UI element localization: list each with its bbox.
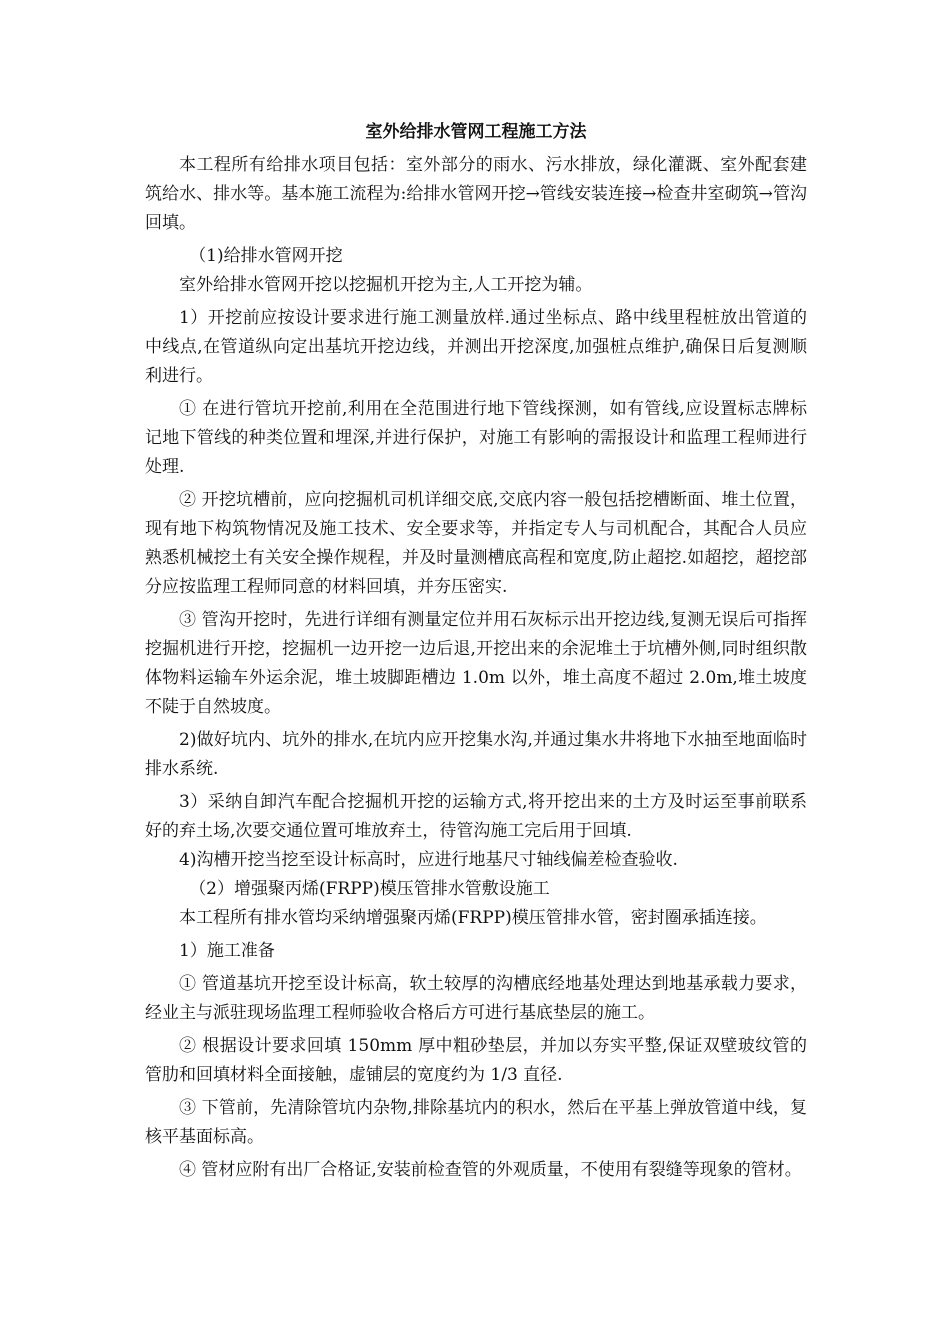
paragraph-intro: 本工程所有给排水项目包括：室外部分的雨水、污水排放，绿化灌溉、室外配套建筑给水、排水等。基本施工流程为:给排水管网开挖→管线安装连接→检查井室砌筑→管沟回填。 (145, 155, 807, 233)
paragraph: ② 根据设计要求回填 150mm 厚中粗砂垫层，并加以夯实平整,保证双壁玻纹管的管肋和回填材料全面接触，虚铺层的宽度约为 1/3 直径. (145, 1036, 807, 1085)
paragraph: ③ 管沟开挖时，先进行详细有测量定位并用石灰标示出开挖边线,复测无误后可指挥挖掘机进行开挖，挖掘机一边开挖一边后退,开挖出来的余泥堆土于坑槽外侧,同时组织散体物料运输车外运余泥，堆土坡脚距槽边 1.0m 以外，堆土高度不超过 2.0m,堆土坡度不陡于自然坡度。 (145, 610, 807, 717)
section-heading-frpp: （2）增强聚丙烯(FRPP)模压管排水管敷设施工 (189, 879, 550, 899)
paragraph: 室外给排水管网开挖以挖掘机开挖为主,人工开挖为辅。 (179, 275, 593, 295)
document-body (145, 118, 807, 1189)
paragraph: 2)做好坑内、坑外的排水,在坑内应开挖集水沟,并通过集水井将地下水抽至地面临时排水系统. (145, 730, 807, 779)
document-title: 室外给排水管网工程施工方法 (365, 122, 587, 142)
paragraph: 3）采纳自卸汽车配合挖掘机开挖的运输方式,将开挖出来的土方及时运至事前联系好的弃土场,次要交通位置可堆放弃土，待管沟施工完后用于回填. (145, 792, 807, 841)
section-heading-excavation: （1)给排水管网开挖 (189, 246, 343, 266)
paragraph: 4)沟槽开挖当挖至设计标高时，应进行地基尺寸轴线偏差检查验收. (179, 850, 678, 870)
paragraph: ② 开挖坑槽前，应向挖掘机司机详细交底,交底内容一般包括挖槽断面、堆土位置，现有地下构筑物情况及施工技术、安全要求等，并指定专人与司机配合，其配合人员应熟悉机械挖土有关安全操作规程，并及时量测槽底高程和宽度,防止超挖.如超挖，超挖部分应按监理工程师同意的材料回填，并夯压密实. (145, 490, 807, 597)
paragraph: ① 在进行管坑开挖前,利用在全范围进行地下管线探测，如有管线,应设置标志牌标记地下管线的种类位置和埋深,并进行保护，对施工有影响的需报设计和监理工程师进行处理. (145, 399, 807, 477)
paragraph: ④ 管材应附有出厂合格证,安装前检查管的外观质量，不使用有裂缝等现象的管材。 (179, 1160, 802, 1180)
paragraph: 1）开挖前应按设计要求进行施工测量放样.通过坐标点、路中线里程桩放出管道的中线点,在管道纵向定出基坑开挖边线，并测出开挖深度,加强桩点维护,确保日后复测顺利进行。 (145, 308, 807, 386)
subsection-heading-preparation: 1）施工准备 (179, 941, 275, 961)
paragraph: ③ 下管前，先清除管坑内杂物,排除基坑内的积水，然后在平基上弹放管道中线，复核平基面标高。 (145, 1098, 807, 1147)
paragraph: ① 管道基坑开挖至设计标高，软土较厚的沟槽底经地基处理达到地基承载力要求，经业主与派驻现场监理工程师验收合格后方可进行基底垫层的施工。 (145, 974, 807, 1023)
paragraph: 本工程所有排水管均采纳增强聚丙烯(FRPP)模压管排水管，密封圈承插连接。 (179, 908, 767, 928)
